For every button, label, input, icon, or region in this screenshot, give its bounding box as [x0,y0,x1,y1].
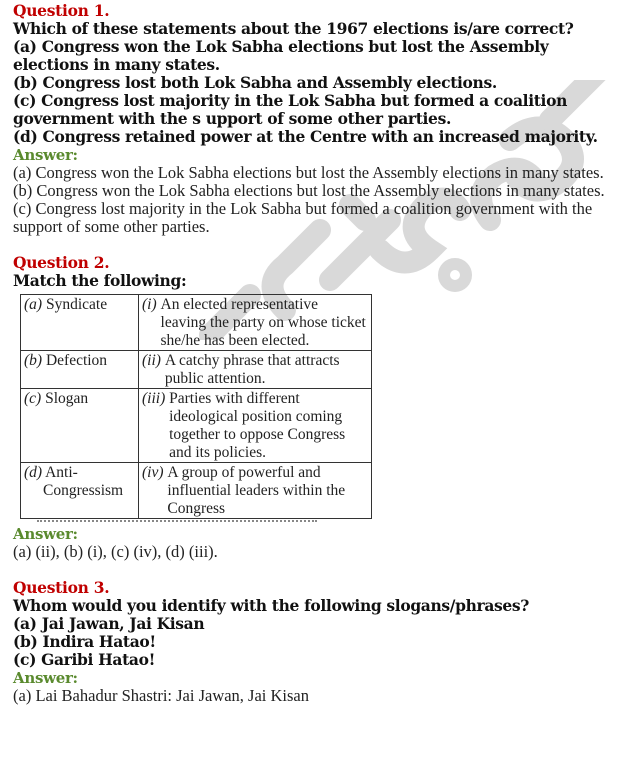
question-1-answer-c: (c) Congress lost majority in the Lok Sabha but formed a coalition government with the support of some other parties. [13,199,593,236]
question-2-answer-label: Answer: [13,525,78,543]
question-1-answer-label: Answer: [13,146,78,164]
match-term-cell: (c) Slogan [21,389,139,463]
question-1-option-d: (d) Congress retained power at the Centre with an increased majority. [13,127,598,146]
match-term-cell: (a) Syndicate [21,295,139,351]
question-1-heading: Question 1. [13,1,110,20]
question-3-answer-label: Answer: [13,669,78,687]
match-definition-cell: (iv) A group of powerful and influential leaders within the Congress [139,463,372,519]
question-3-answer-a: (a) Lai Bahadur Shastri: Jai Jawan, Jai Kisan [13,686,310,705]
question-3-option-a: (a) Jai Jawan, Jai Kisan [13,614,205,633]
question-1-option-b: (b) Congress lost both Lok Sabha and Assembly elections. [13,73,497,92]
question-1-option-c: (c) Congress lost majority in the Lok Sabha but formed a coalition government with the s upport of some other parties. [13,91,567,128]
table-row [21,463,372,519]
question-1-answer-b: (b) Congress won the Lok Sabha elections but lost the Assembly elections in many states. [13,181,605,200]
table-row [21,389,372,463]
table-row [21,295,372,351]
match-term-cell: (b) Defection [21,351,139,389]
match-table [20,294,372,519]
match-definition-cell: (i) An elected representative leaving the party on whose ticket she/he has been elected. [139,295,372,351]
document-page [13,2,618,705]
question-1-prompt: Which of these statements about the 1967 elections is/are correct? [13,19,574,38]
cropped-text-fragment [37,519,618,525]
question-3-prompt: Whom would you identify with the following slogans/phrases? [13,596,530,615]
question-2-heading: Question 2. [13,253,110,272]
question-3-heading: Question 3. [13,578,110,597]
match-definition-cell: (ii) A catchy phrase that attracts public attention. [139,351,372,389]
match-term-cell: (d) Anti- Congressism [21,463,139,519]
question-2-answer: (a) (ii), (b) (i), (c) (iv), (d) (iii). [13,542,218,561]
question-3-option-c: (c) Garibi Hatao! [13,650,156,669]
question-2-prompt: Match the following: [13,271,187,290]
question-3-option-b: (b) Indira Hatao! [13,632,156,651]
question-1-option-a: (a) Congress won the Lok Sabha elections but lost the Assembly elections in many states. [13,37,549,74]
question-1-answer-a: (a) Congress won the Lok Sabha elections but lost the Assembly elections in many states. [13,163,604,182]
table-row [21,351,372,389]
match-definition-cell: (iii) Parties with different ideological position coming together to oppose Congress and its policies. [139,389,372,463]
